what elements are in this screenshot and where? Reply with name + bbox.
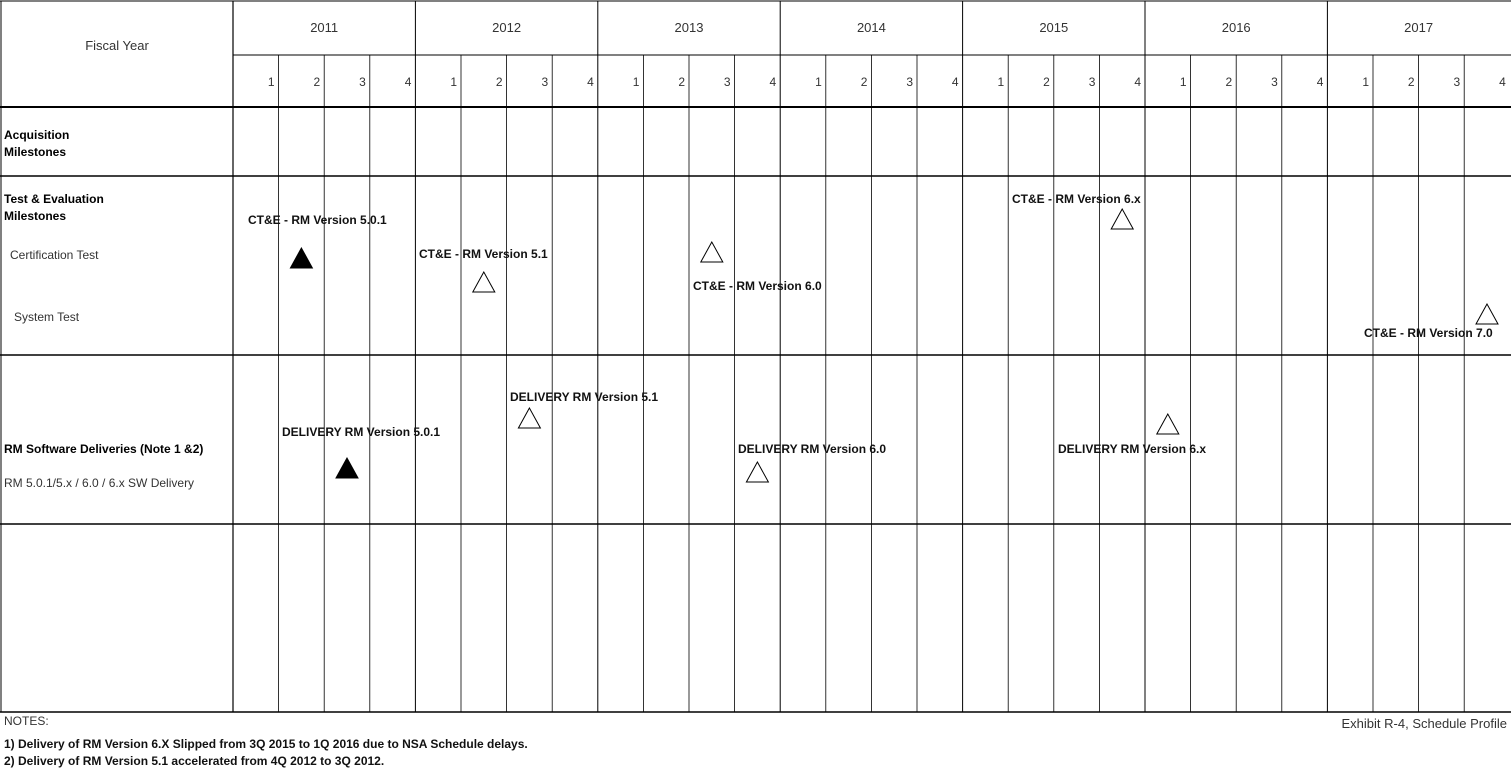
- row-deliveries-label: RM Software Deliveries (Note 1 &2): [4, 442, 204, 456]
- row-deliveries-sublabel: RM 5.0.1/5.x / 6.0 / 6.x SW Delivery: [4, 476, 195, 490]
- milestone-complete-marker: [336, 458, 358, 478]
- note-1: 1) Delivery of RM Version 6.X Slipped from 3Q 2015 to 1Q 2016 due to NSA Schedule delays.: [4, 737, 528, 751]
- quarter-label: 1: [997, 75, 1005, 89]
- row-acquisition-label-2: Milestones: [4, 145, 67, 159]
- milestone-label: CT&E - RM Version 6.x: [1012, 192, 1141, 206]
- milestone-planned-marker: [518, 408, 540, 428]
- exhibit-label: Exhibit R-4, Schedule Profile: [1341, 716, 1507, 731]
- year-labels: [310, 20, 1433, 35]
- quarter-label: 1: [1179, 75, 1187, 89]
- row-test-eval-label-2: Milestones: [4, 209, 67, 223]
- milestone-complete-marker: [290, 248, 312, 268]
- quarter-label: 2: [1407, 75, 1415, 89]
- quarter-label: 2: [495, 75, 503, 89]
- year-label: 2016: [1221, 20, 1251, 35]
- row-certification-test-label: Certification Test: [10, 248, 99, 262]
- year-label: 2013: [674, 20, 704, 35]
- milestone-label: DELIVERY RM Version 6.0: [738, 442, 887, 456]
- quarter-label: 2: [1225, 75, 1233, 89]
- quarter-label: 1: [815, 75, 822, 89]
- milestone-planned-marker: [1157, 414, 1179, 434]
- milestone-planned-marker: [1111, 209, 1133, 229]
- row-labels: [4, 128, 203, 490]
- milestone-planned-marker: [1476, 304, 1498, 324]
- quarter-label: 3: [1088, 75, 1096, 89]
- quarter-label: 4: [769, 75, 777, 89]
- notes-title: NOTES:: [4, 714, 49, 728]
- year-label: 2017: [1404, 20, 1434, 35]
- year-label: 2015: [1039, 20, 1069, 35]
- quarter-label: 2: [678, 75, 685, 89]
- quarter-label: 2: [1043, 75, 1050, 89]
- quarter-label: 3: [1271, 75, 1278, 89]
- milestone-label: CT&E - RM Version 6.0: [693, 279, 822, 293]
- year-label: 2014: [856, 20, 886, 35]
- milestone-label: CT&E - RM Version 5.1: [419, 247, 548, 261]
- milestone-label: DELIVERY RM Version 5.1: [510, 390, 659, 404]
- milestone-label: CT&E - RM Version 7.0: [1364, 326, 1493, 340]
- quarter-label: 3: [359, 75, 366, 89]
- fiscal-year-header: Fiscal Year: [85, 38, 149, 53]
- row-system-test-label: System Test: [14, 310, 80, 324]
- milestone-label: CT&E - RM Version 5.0.1: [248, 213, 387, 227]
- year-label: 2012: [492, 20, 522, 35]
- quarter-label: 3: [906, 75, 913, 89]
- milestone-label: DELIVERY RM Version 5.0.1: [282, 425, 441, 439]
- quarter-label: 2: [860, 75, 868, 89]
- quarter-label: 4: [951, 75, 959, 89]
- quarter-label: 4: [1316, 75, 1324, 89]
- quarter-label: 3: [541, 75, 549, 89]
- quarter-label: 1: [1362, 75, 1369, 89]
- chart-grid: [0, 1, 1511, 712]
- quarter-label: 4: [404, 75, 412, 89]
- milestone-planned-marker: [473, 272, 495, 292]
- quarter-label: 3: [1453, 75, 1461, 89]
- year-label: 2011: [310, 20, 339, 35]
- quarter-label: 3: [723, 75, 731, 89]
- note-2: 2) Delivery of RM Version 5.1 accelerated from 4Q 2012 to 3Q 2012.: [4, 754, 385, 768]
- row-test-eval-label: Test & Evaluation: [4, 192, 104, 206]
- quarter-label: 4: [1499, 75, 1506, 89]
- row-acquisition-label: Acquisition: [4, 128, 70, 142]
- milestone-planned-marker: [701, 242, 723, 262]
- quarter-label: 4: [1134, 75, 1141, 89]
- milestones: [248, 192, 1498, 482]
- quarter-label: 1: [450, 75, 457, 89]
- quarter-label: 1: [632, 75, 640, 89]
- quarter-label: 4: [587, 75, 594, 89]
- quarter-labels: [268, 75, 1506, 89]
- milestone-planned-marker: [746, 462, 768, 482]
- quarter-label: 1: [267, 75, 275, 89]
- milestone-label: DELIVERY RM Version 6.x: [1058, 442, 1207, 456]
- quarter-label: 2: [313, 75, 321, 89]
